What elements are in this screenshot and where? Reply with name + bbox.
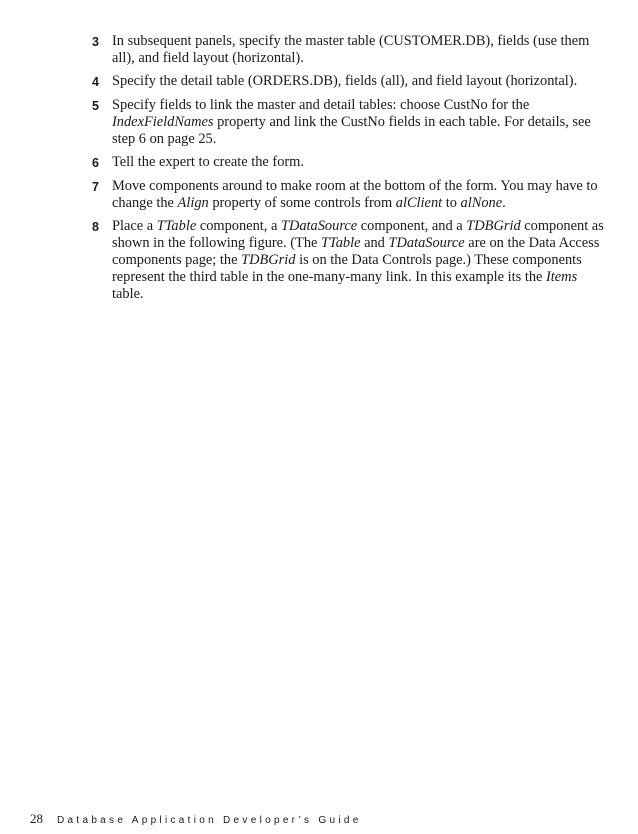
step-text-run: Move components around to make room at the bottom of the form. You may have to change the [112,178,598,211]
step-text-run: component as shown in the following figure. (The [112,218,604,251]
step-text-run: table. [112,286,144,302]
step-text-italic: Align [177,195,209,211]
step-text-italic: alNone [460,195,503,211]
step-text-run: and [360,235,389,251]
step-text-run: property and link the CustNo fields in each table. For details, see step 6 on page 25. [112,114,591,147]
step-text-italic: TDataSource [280,218,358,234]
step-text-run: In subsequent panels, specify the master table (CUSTOMER.DB), fields (use them all), and field layout (horizontal). [112,33,590,66]
step-text-italic: Items [546,269,578,285]
step-text-run: are on the Data Access components page; the [112,235,600,268]
step-text-run: Specify the detail table (ORDERS.DB), fields (all), and field layout (horizontal). [112,73,578,89]
step-number: 3 [92,35,99,49]
step-item [92,73,612,91]
step-text-run: to [442,195,461,211]
step-text-italic: TDBGrid [466,218,521,234]
step-text-run: Tell the expert to create the form. [112,154,304,170]
step-number: 4 [92,75,99,89]
step-text-run: component, and a [357,218,467,234]
step-item [92,218,612,303]
step-text [112,97,612,148]
step-text-italic: TDataSource [388,235,465,251]
step-item [92,178,612,212]
step-text-italic: TTable [156,218,197,234]
step-text [112,178,612,212]
step-text [112,154,612,172]
step-text-run: . [502,195,506,211]
step-item [92,97,612,148]
page-footer [30,812,362,828]
step-number: 7 [92,180,99,194]
step-text-run: Place a [112,218,157,234]
step-text [112,218,612,303]
step-text-run: property of some controls from [208,195,396,211]
step-item [92,33,612,67]
step-text-run: component, a [196,218,281,234]
step-number: 6 [92,156,99,170]
step-text-italic: TTable [321,235,361,251]
step-text-italic: TDBGrid [241,252,296,268]
step-text [112,33,612,67]
step-list [92,33,612,309]
step-number: 8 [92,220,99,234]
step-number: 5 [92,99,99,113]
step-text [112,73,612,91]
step-item [92,154,612,172]
book-title: Database Application Developer’s Guide [57,815,362,826]
step-text-italic: alClient [395,195,443,211]
page-number: 28 [30,811,43,826]
step-text-run: is on the Data Controls page.) These components represent the third table in the one-many-many link. In this example its the [112,252,582,285]
step-text-run: Specify fields to link the master and detail tables: choose CustNo for the [112,97,530,113]
step-text-italic: IndexFieldNames [112,114,214,130]
